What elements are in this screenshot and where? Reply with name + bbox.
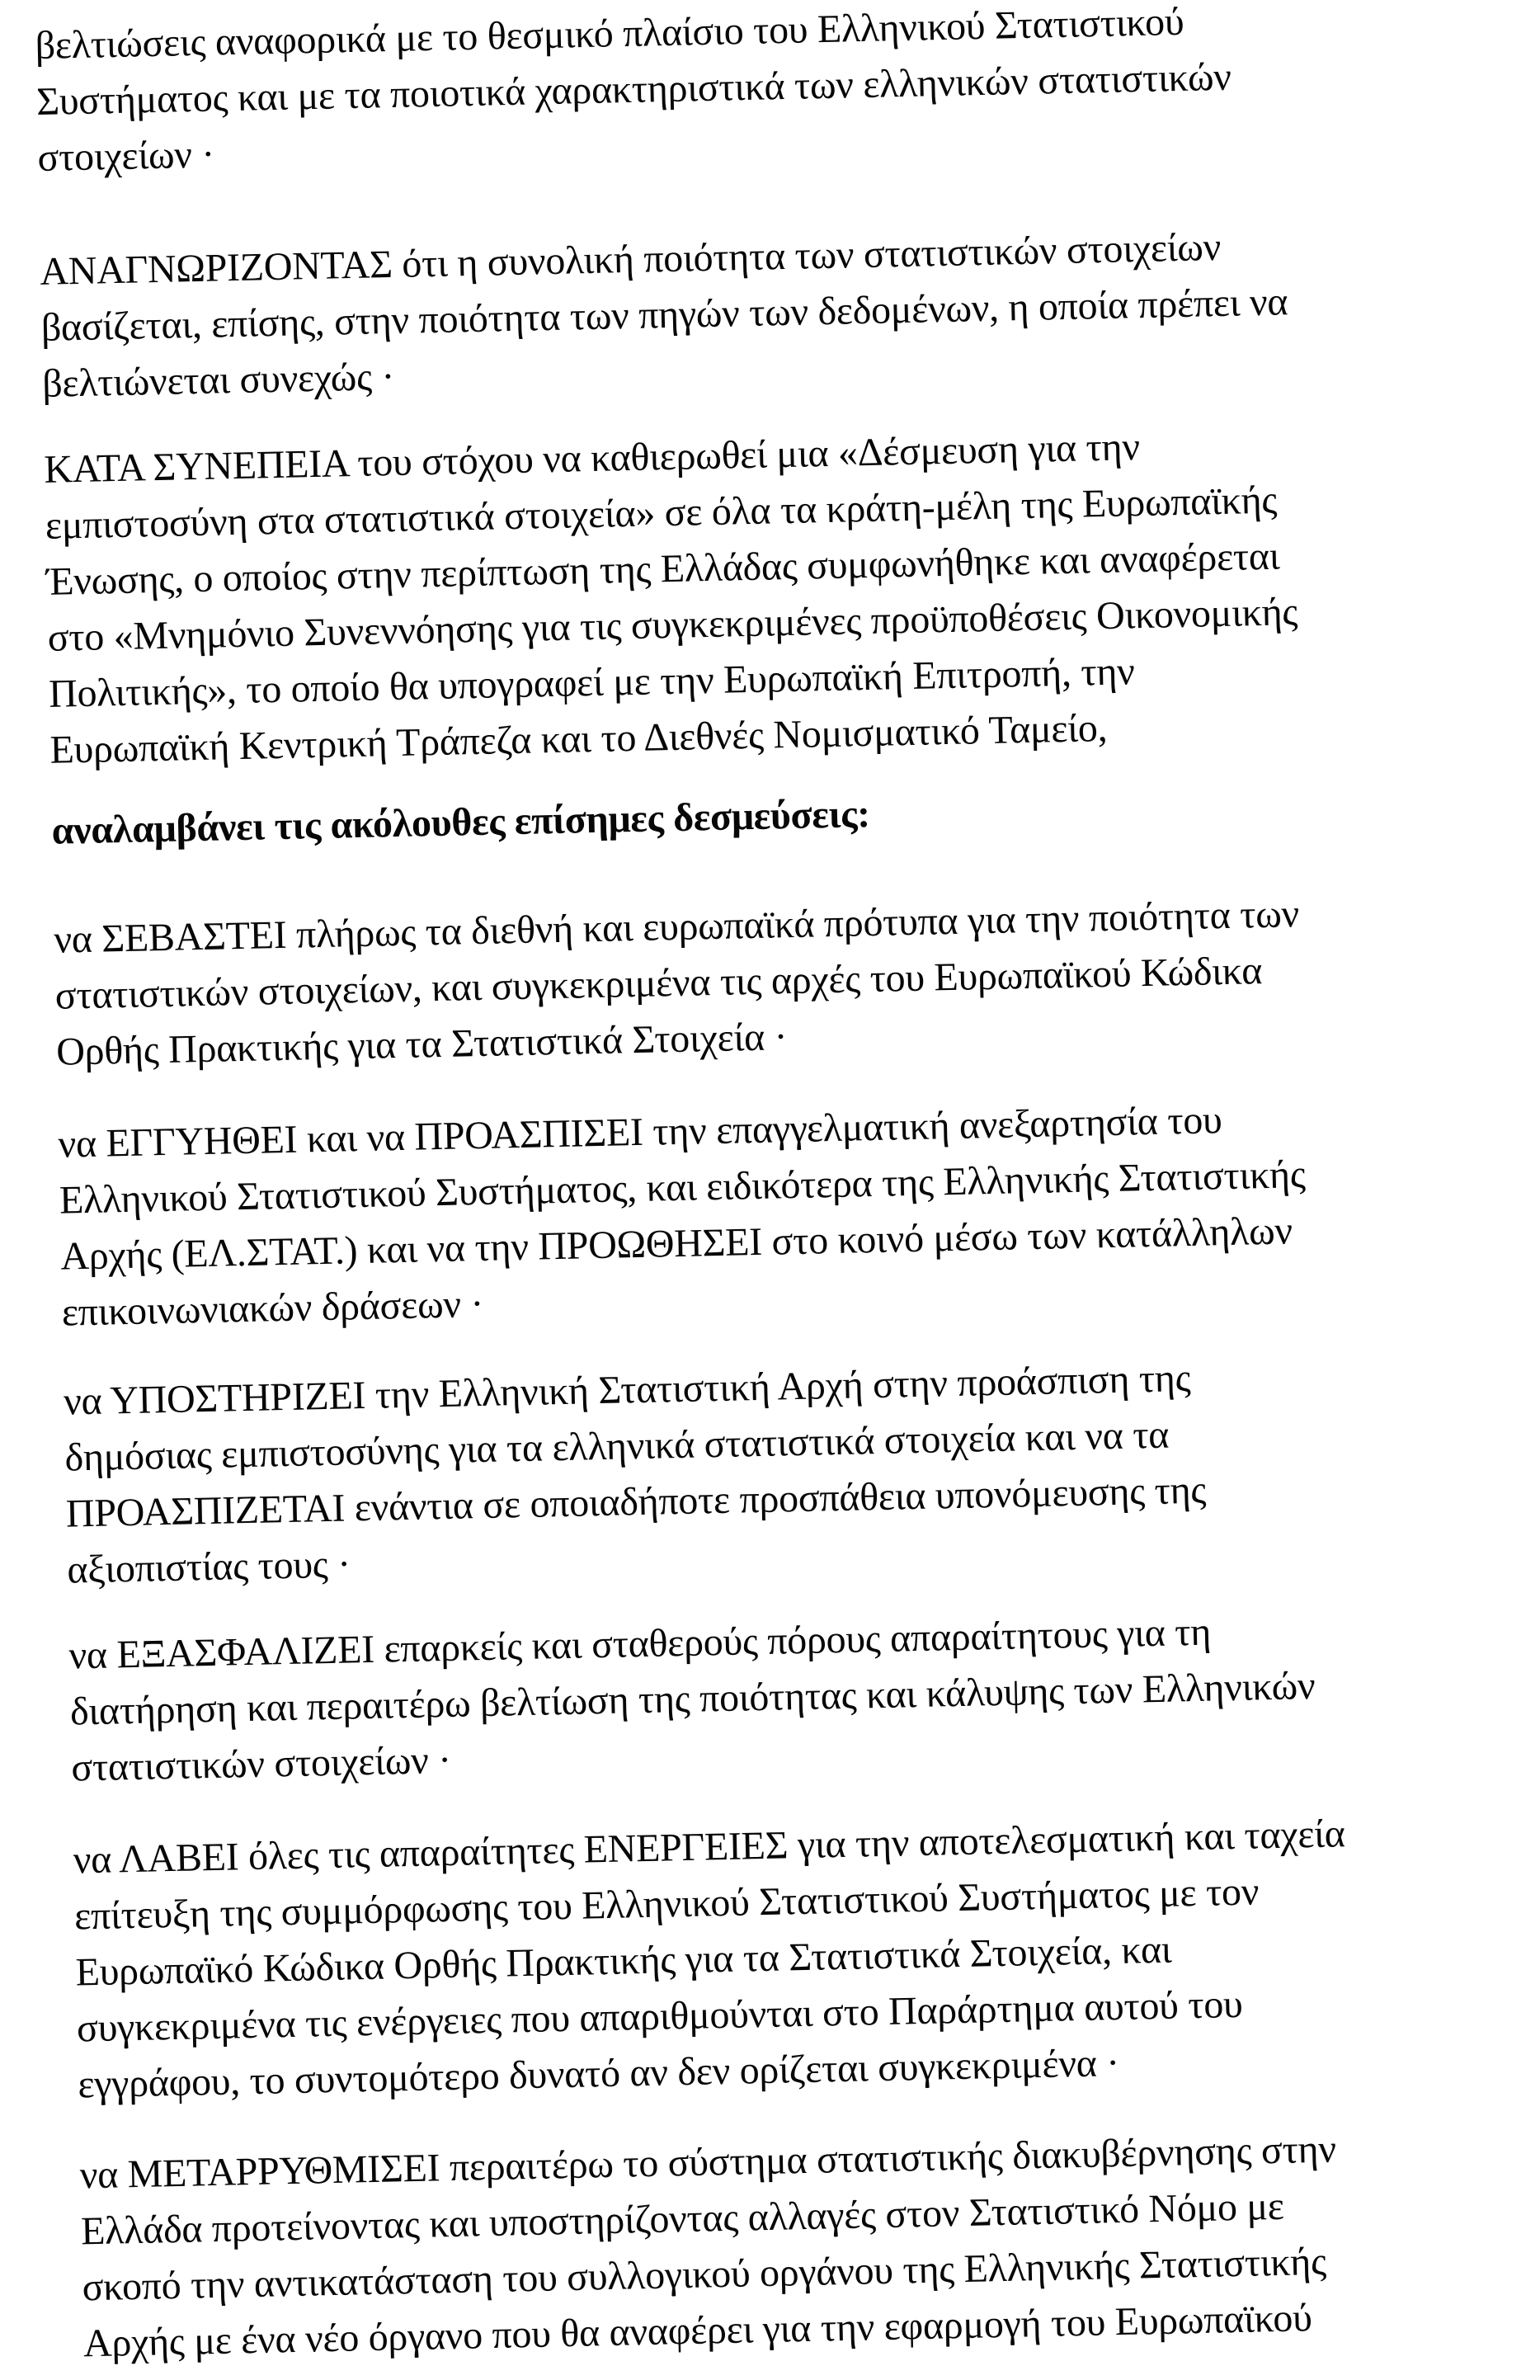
paragraph-support-authority: [63, 1344, 1502, 1598]
text-line: βελτιώνεται συνεχώς ·: [41, 354, 395, 406]
document-text-block: [35, 0, 1519, 2372]
text-line: Αρχής (ΕΛ.ΣΤΑΤ.) και να την ΠΡΟΩΘΗΣΕΙ στο κοινό μέσω των κατάλληλων: [59, 1209, 1293, 1279]
text-line: να ΣΕΒΑΣΤΕΙ πλήρως τα διεθνή και ευρωπαϊκά πρότυπα για την ποιότητα των: [53, 892, 1300, 962]
paragraph-guarantee-independence: [58, 1086, 1497, 1341]
text-line: αξιοπιστίας τους ·: [66, 1542, 351, 1592]
text-line: ΠΡΟΑΣΠΙΖΕΤΑΙ ενάντια σε οποιαδήποτε προσπάθεια υπονόμευσης της: [65, 1468, 1207, 1536]
paragraph-take-actions: [73, 1803, 1514, 2113]
text-line: Ευρωπαϊκό Κώδικα Ορθής Πρακτικής για τα Στατιστικά Στοιχεία, και: [75, 1927, 1172, 1995]
paragraph-improvements: [35, 0, 1473, 186]
paragraph-ensure-resources: [68, 1598, 1507, 1796]
text-line: ΑΝΑΓΝΩΡΙΖΟΝΤΑΣ ότι η συνολική ποιότητα των στατιστικών στοιχείων: [39, 224, 1222, 294]
text-line: δημόσιας εμπιστοσύνης για τα ελληνικά στατιστικά στοιχεία και να τα: [64, 1412, 1170, 1480]
text-line: να ΛΑΒΕΙ όλες τις απαραίτητες ΕΝΕΡΓΕΙΕΣ για την αποτελεσματική και ταχεία: [73, 1812, 1346, 1883]
text-line: στατιστικών στοιχείων ·: [70, 1737, 452, 1790]
text-line: Συστήματος και με τα ποιοτικά χαρακτηριστικά των ελληνικών στατιστικών: [35, 54, 1232, 124]
text-line: Ευρωπαϊκή Κεντρική Τράπεζα και το Διεθνές Νομισματικό Ταμείο,: [49, 705, 1108, 772]
text-line: ΚΑΤΑ ΣΥΝΕΠΕΙΑ του στόχου να καθιερωθεί μια «Δέσμευση για την: [43, 425, 1141, 492]
text-line: Ελληνικού Στατιστικού Συστήματος, και ειδικότερα της Ελληνικής Στατιστικής: [59, 1152, 1307, 1223]
text-line: στοιχείων ·: [36, 132, 215, 180]
text-line: Ένωσης, ο οποίος στην περίπτωση της Ελλάδας συμφωνήθηκε και αναφέρεται: [45, 534, 1280, 604]
text-line: Αρχής με ένα νέο όργανο που θα αναφέρει για την εφαρμογή του Ευρωπαϊκού: [82, 2296, 1313, 2366]
paragraph-commitments-heading: [51, 773, 1487, 859]
text-line: διατήρηση και περαιτέρω βελτίωση της ποιότητας και κάλυψης των Ελληνικών: [69, 1663, 1316, 1734]
text-line: Πολιτικής», το οποίο θα υπογραφεί με την Ευρωπαϊκή Επιτροπή, την: [48, 649, 1136, 716]
text-line: βελτιώσεις αναφορικά με το θεσμικό πλαίσιο του Ελληνικού Στατιστικού: [35, 0, 1184, 68]
text-line: να ΕΞΑΣΦΑΛΙΖΕΙ επαρκείς και σταθερούς πόρους απαραίτητους για τη: [68, 1609, 1212, 1678]
text-line: Ελλάδα προτείνοντας και υποστηρίζοντας αλλαγές στον Στατιστικό Νόμο με: [80, 2184, 1285, 2254]
text-line: εμπιστοσύνη στα στατιστικά στοιχεία» σε όλα τα κράτη-μέλη της Ευρωπαϊκής: [45, 478, 1278, 548]
text-line: επίτευξη της συμμόρφωσης του Ελληνικού Στατιστικού Συστήματος με τον: [73, 1869, 1260, 1939]
text-line: συγκεκριμένα τις ενέργειες που απαριθμούνται στο Παράρτημα αυτού του: [76, 1982, 1243, 2051]
text-line: να ΥΠΟΣΤΗΡΙΖΕΙ την Ελληνική Στατιστική Αρχή στην προάσπιση της: [63, 1356, 1191, 1424]
paragraph-recognizing: [40, 214, 1478, 412]
text-line: επικοινωνιακών δράσεων ·: [61, 1281, 484, 1335]
text-line: αναλαμβάνει τις ακόλουθες επίσημες δεσμεύσεις:: [51, 792, 871, 853]
text-line: στο «Μνημόνιο Συνεννόησης για τις συγκεκριμένες προϋποθέσεις Οικονομικής: [47, 590, 1298, 660]
paragraph-reform-governance: [79, 2118, 1519, 2372]
text-line: να ΜΕΤΑΡΡΥΘΜΙΣΕΙ περαιτέρω το σύστημα στατιστικής διακυβέρνησης στην: [79, 2127, 1337, 2198]
text-line: βασίζεται, επίσης, στην ποιότητα των πηγών των δεδομένων, η οποία πρέπει να: [40, 280, 1288, 350]
text-line: στατιστικών στοιχείων, και συγκεκριμένα τις αρχές του Ευρωπαϊκού Κώδικα: [54, 949, 1263, 1018]
text-line: εγγράφου, το συντομότερο δυνατό αν δεν ορίζεται συγκεκριμένα ·: [77, 2041, 1120, 2107]
paragraph-respect-standards: [54, 882, 1492, 1080]
paragraph-consequently: [44, 412, 1486, 778]
text-line: Ορθής Πρακτικής για τα Στατιστικά Στοιχεία ·: [55, 1015, 788, 1074]
text-line: να ΕΓΓΥΗΘΕΙ και να ΠΡΟΑΣΠΙΣΕΙ την επαγγελματική ανεξαρτησία του: [58, 1098, 1222, 1166]
text-line: σκοπό την αντικατάσταση του συλλογικού οργάνου της Ελληνικής Στατιστικής: [82, 2239, 1327, 2310]
